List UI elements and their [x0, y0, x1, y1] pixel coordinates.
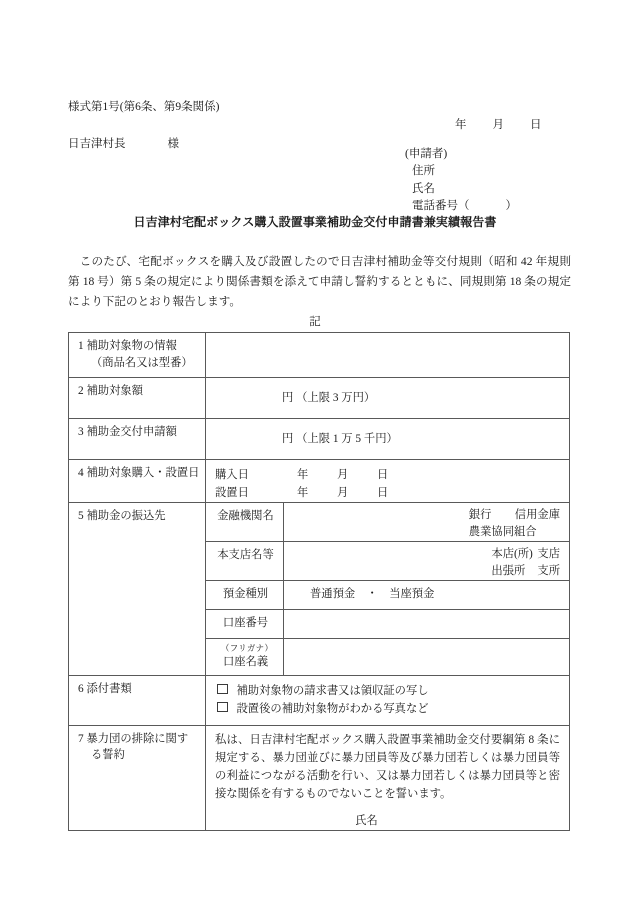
addressee [68, 136, 179, 154]
row3-value-cell[interactable] [206, 418, 570, 459]
ki-marker: 記 [309, 315, 321, 328]
phone-paren-open: （ [458, 200, 470, 213]
table-row-bank-name [69, 503, 570, 542]
row1-value [206, 333, 569, 343]
deposit-type-value-cell[interactable] [284, 581, 570, 610]
row1-label-cell [69, 333, 206, 378]
row4-label-cell [69, 459, 206, 503]
date-year-label: 年 [455, 119, 467, 131]
install-year-unit: 年 [297, 487, 309, 500]
table-row-purchase-install-date [69, 459, 570, 503]
row6-value-cell [206, 675, 570, 725]
pledge-signature-label[interactable]: 氏名 [355, 814, 378, 827]
row4-value-cell[interactable] [206, 459, 570, 503]
row6-label: 6 添付書類 [78, 682, 132, 695]
branch-value-cell[interactable] [284, 542, 570, 581]
addressee-name: 日吉津村長 [68, 138, 126, 150]
account-number-label-cell [206, 610, 284, 639]
row1-label-line1: 1 補助対象物の情報 [78, 340, 177, 352]
purchase-year-unit: 年 [297, 468, 309, 481]
row1-value-cell[interactable] [206, 333, 570, 378]
table-row-subsidy-target-amount [69, 377, 570, 418]
bank-name-label-cell [206, 503, 284, 542]
attachment-item-2[interactable] [217, 700, 569, 718]
attachment-checklist [206, 676, 569, 719]
applicant-block [405, 146, 517, 216]
deposit-type-label: 預金種別 [222, 588, 269, 601]
date-month-label: 月 [492, 119, 504, 131]
install-date-label: 設置日 [215, 487, 249, 500]
attachment-label-1: 補助対象物の請求書又は領収証の写し [236, 684, 429, 697]
date-day-label: 日 [530, 119, 542, 131]
row2-label-cell [69, 377, 206, 418]
row7-label-line2: る誓約 [91, 749, 125, 762]
applicant-address-label: 住所 [412, 165, 435, 178]
purchase-date-row [215, 466, 569, 484]
pledge-text: 私は、日吉津村宅配ボックス購入設置事業補助金交付要綱第 8 条に規定する、暴力団並びに暴力団員等及び暴力団若しくは暴力団員等の利益につながる活動を行い、又は暴力団若しくは暴力団員等と密接な関係を有するものでないことを誓います。 [215, 733, 560, 801]
phone-paren-close: ） [505, 200, 517, 213]
bank-type-options [469, 503, 569, 541]
deposit-separator: ・ [366, 588, 378, 601]
table-row-attachments [69, 675, 570, 725]
row2-value-cell[interactable] [206, 377, 570, 418]
form-code: 様式第1号(第6条、第9条関係) [68, 101, 220, 113]
account-number-value-cell[interactable] [284, 610, 570, 639]
install-day-unit: 日 [377, 487, 389, 500]
bank-option-bank: 銀行 [468, 509, 492, 522]
furigana-label: （フリガナ） [221, 644, 274, 654]
checkbox-icon[interactable] [217, 684, 228, 695]
deposit-option-current[interactable]: 当座預金 [389, 588, 435, 601]
intro-paragraph: このたび、宅配ボックスを購入及び設置したので日吉津村補助金等交付規則（昭和 42 年規則第 18 号）第 5 条の規定により関係書類を添えて申請し誓約するとともに、同規則第 18 条の規定により下記のとおり報告します。 [68, 255, 571, 308]
row3-value: 円 （上限 1 万 5 千円） [282, 432, 398, 445]
deposit-type-label-cell [206, 581, 284, 610]
bank-name-value-cell[interactable] [284, 503, 570, 542]
bank-option-shinkin: 信用金庫 [514, 509, 560, 522]
account-holder-label-cell [206, 639, 284, 675]
branch-option-satellite: 出張所 [491, 565, 526, 578]
table-row-subsidy-application-amount [69, 418, 570, 459]
bank-name-label: 金融機関名 [217, 510, 274, 523]
page-title: 日吉津村宅配ボックス購入設置事業補助金交付申請書兼実績報告書 [133, 215, 497, 229]
purchase-day-unit: 日 [377, 468, 389, 481]
row2-value: 円 （上限 3 万円） [282, 391, 376, 404]
branch-label-cell [206, 542, 284, 581]
row7-label-line1: 7 暴力団の排除に関す [78, 732, 189, 745]
addressee-honorific: 様 [167, 138, 179, 150]
attachment-label-2: 設置後の補助対象物がわかる写真など [236, 702, 429, 715]
branch-option-head: 本店(所) [491, 548, 533, 561]
account-holder-value-cell[interactable] [284, 639, 570, 675]
install-date-row [215, 484, 569, 502]
branch-option-subbranch: 支所 [537, 565, 560, 578]
attachment-item-1[interactable] [217, 682, 569, 700]
account-holder-label: 口座名義 [223, 655, 269, 668]
date-line [455, 117, 542, 135]
row2-label: 2 補助対象額 [78, 384, 143, 397]
row1-label-line2: （商品名又は型番） [91, 356, 193, 369]
bank-option-nokyo: 農業協同組合 [468, 526, 537, 539]
install-month-unit: 月 [337, 487, 349, 500]
row3-label: 3 補助金交付申請額 [78, 425, 177, 438]
row6-label-cell [69, 675, 206, 725]
table-row-antisocial-pledge [69, 725, 570, 831]
row4-label: 4 補助対象購入・設置日 [78, 466, 200, 479]
row7-label-cell [69, 725, 206, 831]
row7-value-cell [206, 725, 570, 831]
purchase-date-label: 購入日 [215, 468, 249, 481]
row5-label: 5 補助金の振込先 [78, 510, 166, 523]
branch-label: 本支店名等 [217, 549, 274, 562]
applicant-name-label: 氏名 [412, 182, 435, 195]
row3-label-cell [69, 418, 206, 459]
row5-label-cell [69, 503, 206, 675]
deposit-option-ordinary[interactable]: 普通預金 [310, 588, 356, 601]
account-number-label: 口座番号 [222, 617, 269, 630]
checkbox-icon[interactable] [217, 702, 228, 713]
deposit-type-options [284, 581, 569, 604]
table-row-subsidy-target-info [69, 333, 570, 378]
purchase-month-unit: 月 [337, 468, 349, 481]
branch-option-branch: 支店 [537, 548, 560, 561]
branch-type-options [491, 542, 569, 580]
applicant-heading: (申請者) [405, 148, 448, 160]
applicant-phone-label: 電話番号 [412, 200, 458, 213]
application-table [68, 332, 570, 831]
